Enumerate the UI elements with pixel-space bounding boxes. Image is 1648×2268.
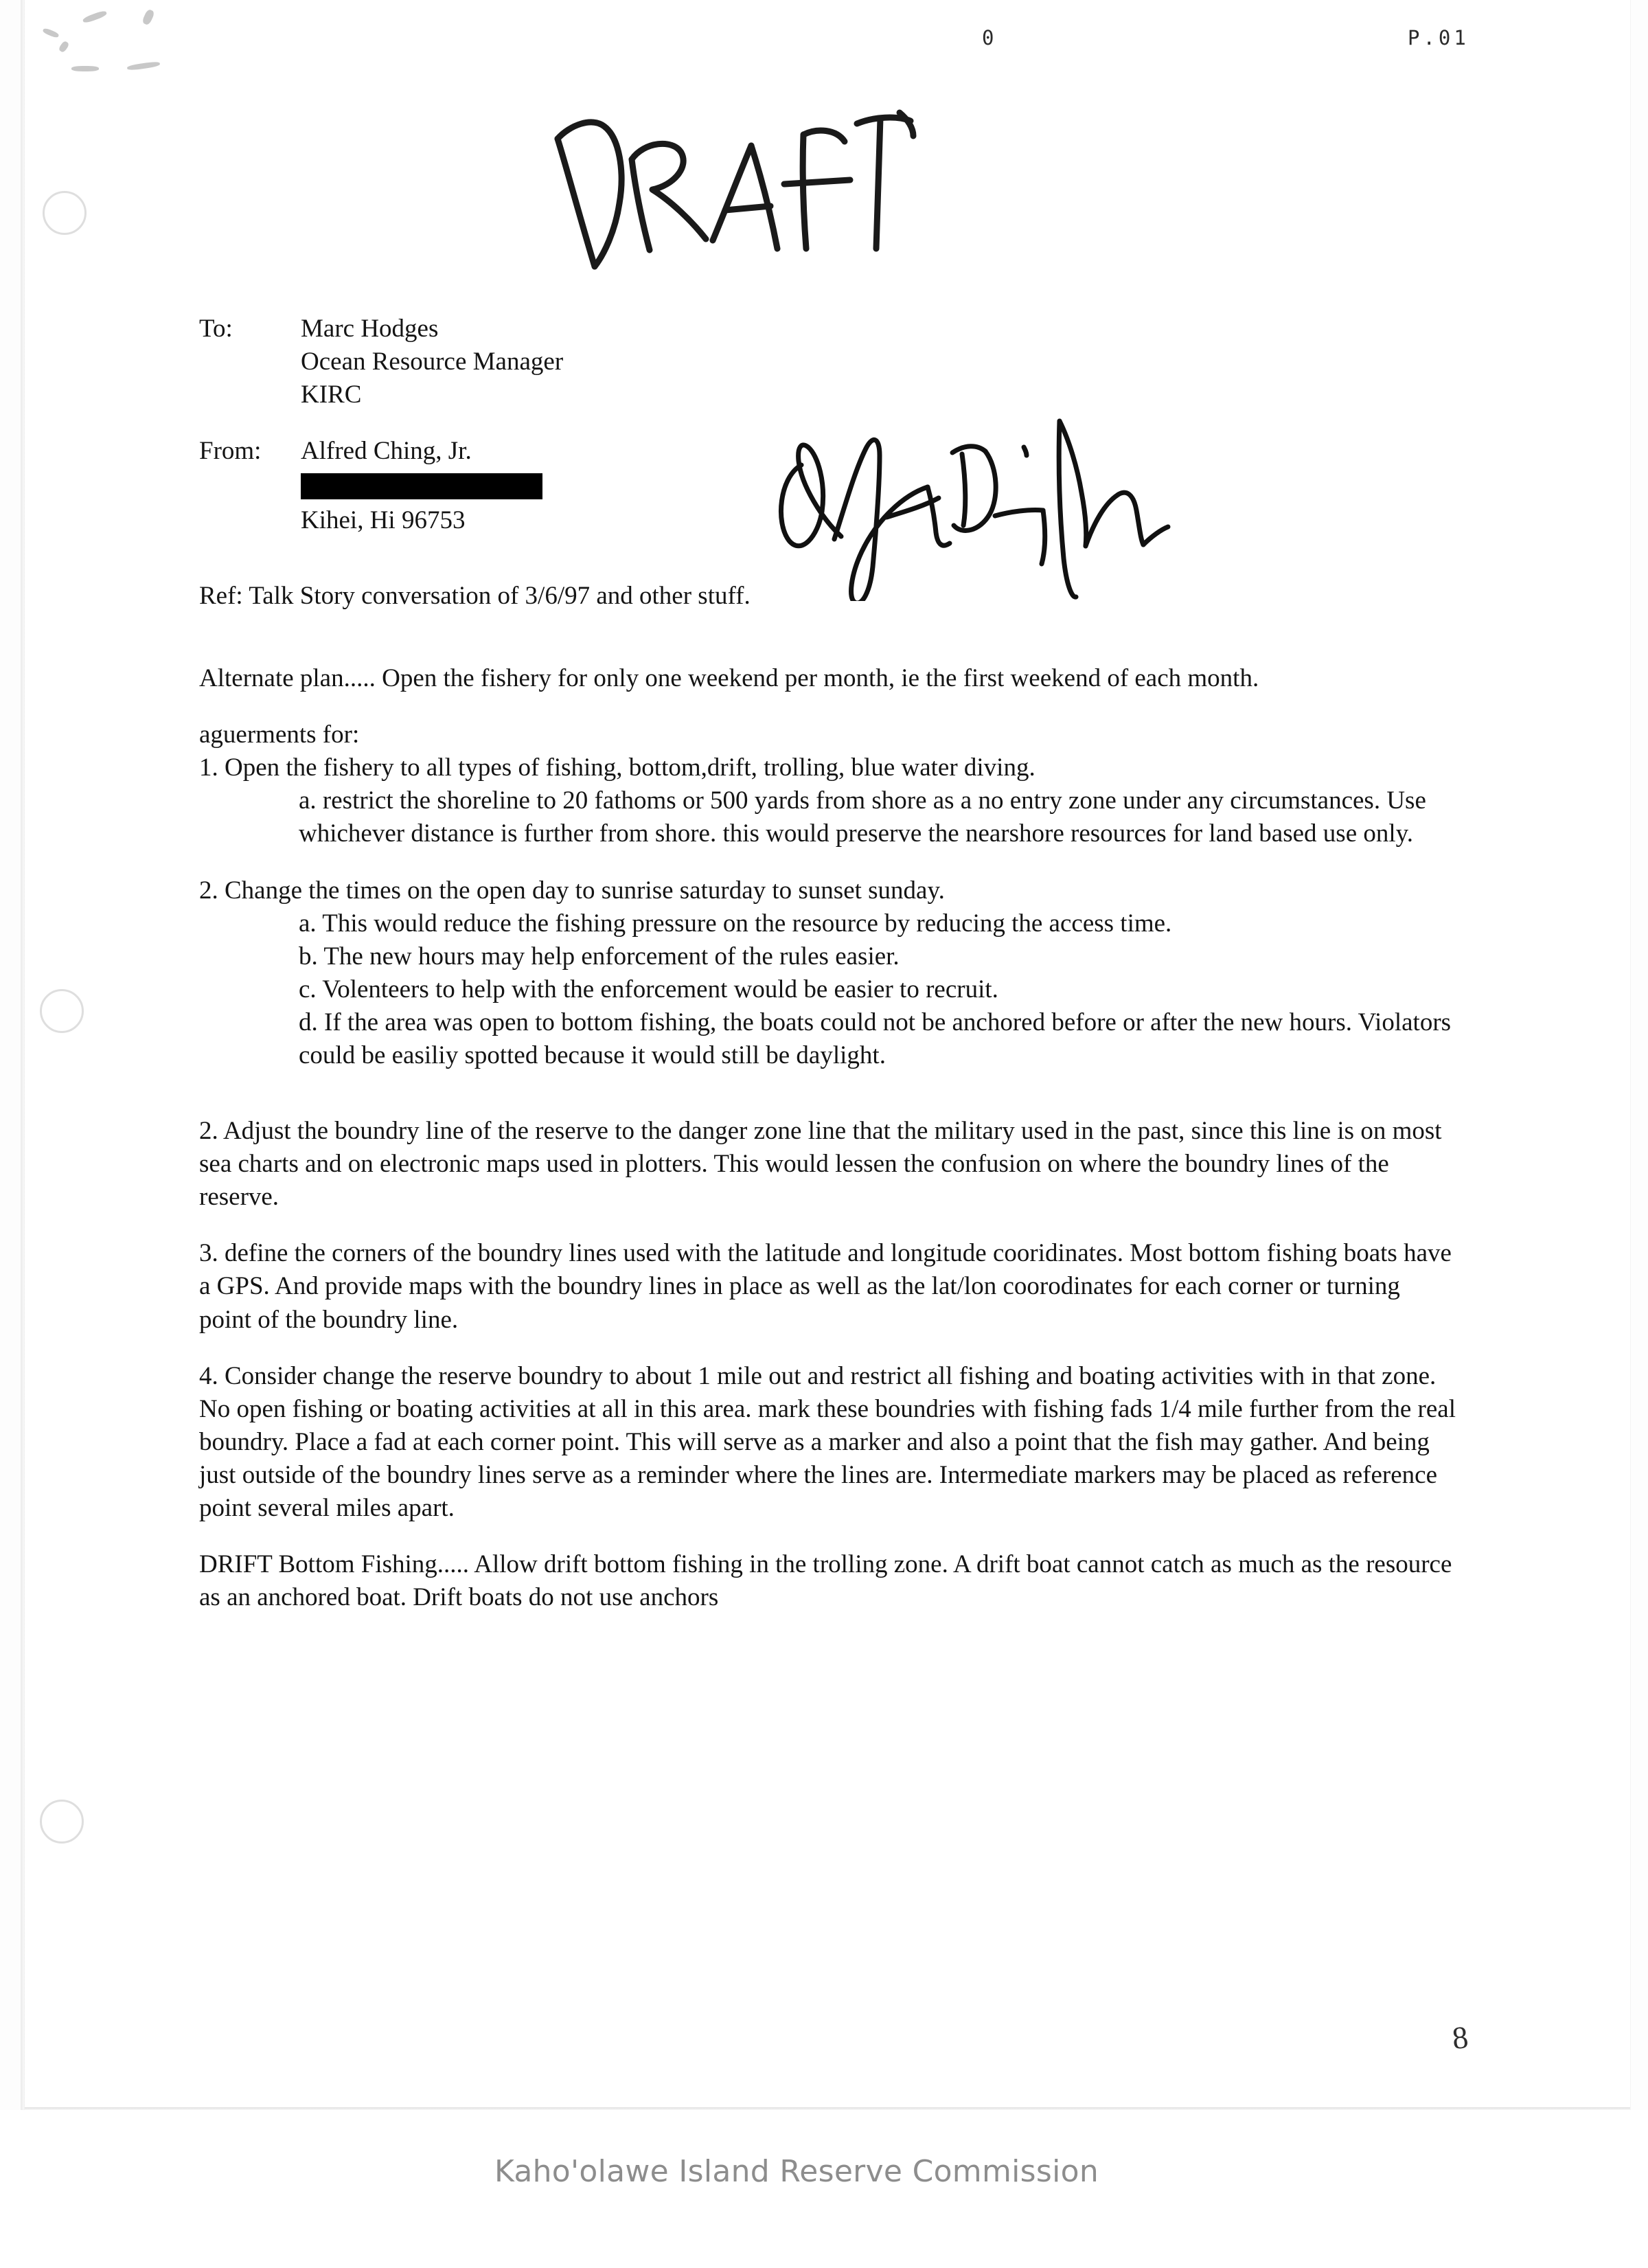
list-item-2: 2. Change the times on the open day to sunrise saturday to sunset sunday. — [199, 876, 945, 905]
spacer — [199, 695, 1456, 718]
memo-from-label: From: — [199, 437, 262, 466]
memo-to-title: Ocean Resource Manager — [301, 348, 564, 376]
list-item-2a: a. This would reduce the fishing pressure on the resource by reducing the access time. — [299, 909, 1172, 938]
alternate-plan-paragraph: Alternate plan..... Open the fishery for only one weekend per month, ie the first weekend of each month. — [199, 664, 1259, 693]
handwritten-page-mark: 8 — [1450, 2019, 1470, 2056]
fax-header — [0, 26, 1648, 58]
memo-to-name: Marc Hodges — [301, 315, 439, 343]
punch-hole — [40, 1800, 84, 1844]
sheet-left-edge-shadow — [21, 0, 25, 2110]
spacer — [199, 613, 1456, 662]
punch-hole — [40, 989, 84, 1033]
redaction-bar — [301, 473, 542, 499]
caption-band — [0, 2110, 1648, 2268]
memo-from-name: Alfred Ching, Jr. — [301, 437, 472, 466]
memo-address-block — [199, 313, 1456, 537]
list-item-2-second: 2. Adjust the boundry line of the reserve to the danger zone line that the military used in the past, since this line is on most sea charts and on electronic maps used in plotters. This would lessen the confusion on where the boundry lines of the reserve. — [199, 1117, 1442, 1212]
spacer — [199, 537, 1456, 580]
memo-from-city-state-zip: Kihei, Hi 96753 — [301, 506, 466, 534]
draft-stamp — [529, 96, 954, 288]
list-item-2d: d. If the area was open to bottom fishing, the boats could not be anchored before or after the new hours. Violators could be easiliy spotted because it would still be daylight. — [299, 1008, 1452, 1070]
drift-bottom-fishing-paragraph: DRIFT Bottom Fishing..... Allow drift bottom fishing in the trolling zone. A drift boat cannot catch as much as the resource as an anchored boat. Drift boats do not use anchors — [199, 1550, 1452, 1612]
list-item-1a: a. restrict the shoreline to 20 fathoms or 500 yards from shore as a no entry zone under any circumstances. Use whichever distance is further from shore. this would preserve the nearshore resources for land based use only. — [299, 786, 1426, 848]
arguments-heading: aguerments for: — [199, 721, 360, 749]
spacer — [199, 1072, 1456, 1115]
spacer — [199, 1525, 1456, 1548]
list-item-3: 3. define the corners of the boundry lines used with the latitude and longitude cooridinates. Most bottom fishing boats have a GPS. And provide maps with the boundry lines in place as well as the lat/lon coorodinates for each corner or turning point of the boundry line. — [199, 1239, 1452, 1334]
memo-to-row — [199, 313, 1456, 345]
list-item-1: 1. Open the fishery to all types of fishing, bottom,drift, trolling, blue water diving. — [199, 753, 1035, 782]
scan-speckle — [71, 66, 99, 71]
document-body — [199, 313, 1456, 1614]
list-item-2b: b. The new hours may help enforcement of the rules easier. — [299, 942, 900, 971]
fax-page-count: 0 — [982, 26, 998, 49]
list-item-2c: c. Volenteers to help with the enforcement would be easier to recruit. — [299, 975, 998, 1003]
memo-to-label: To: — [199, 315, 233, 343]
spacer — [199, 1337, 1456, 1360]
spacer — [199, 851, 1456, 874]
spacer — [199, 411, 1456, 435]
memo-from-row — [199, 435, 1456, 468]
memo-to-org: KIRC — [301, 381, 362, 409]
spacer — [199, 1214, 1456, 1237]
memo-from-address-redacted — [199, 468, 1456, 504]
reference-line: Ref: Talk Story conversation of 3/6/97 and other stuff. — [199, 581, 751, 610]
list-item-4: 4. Consider change the reserve boundry to about 1 mile out and restrict all fishing and boating activities with in that zone. No open fishing or boating activities at all in this area. mark these boundries with fishing fads 1/4 mile further from the real boundry. Place a fad at each corner point. This will serve as a marker and also a point that the fish may gather. And being just outside of the boundry lines serve as a reminder where the lines are. Intermediate markers may be placed as reference point several miles apart. — [199, 1361, 1456, 1523]
fax-page-number: P.01 — [1408, 26, 1469, 49]
collection-caption: Kaho'olawe Island Reserve Commission — [494, 2154, 1099, 2189]
punch-hole — [43, 191, 87, 235]
